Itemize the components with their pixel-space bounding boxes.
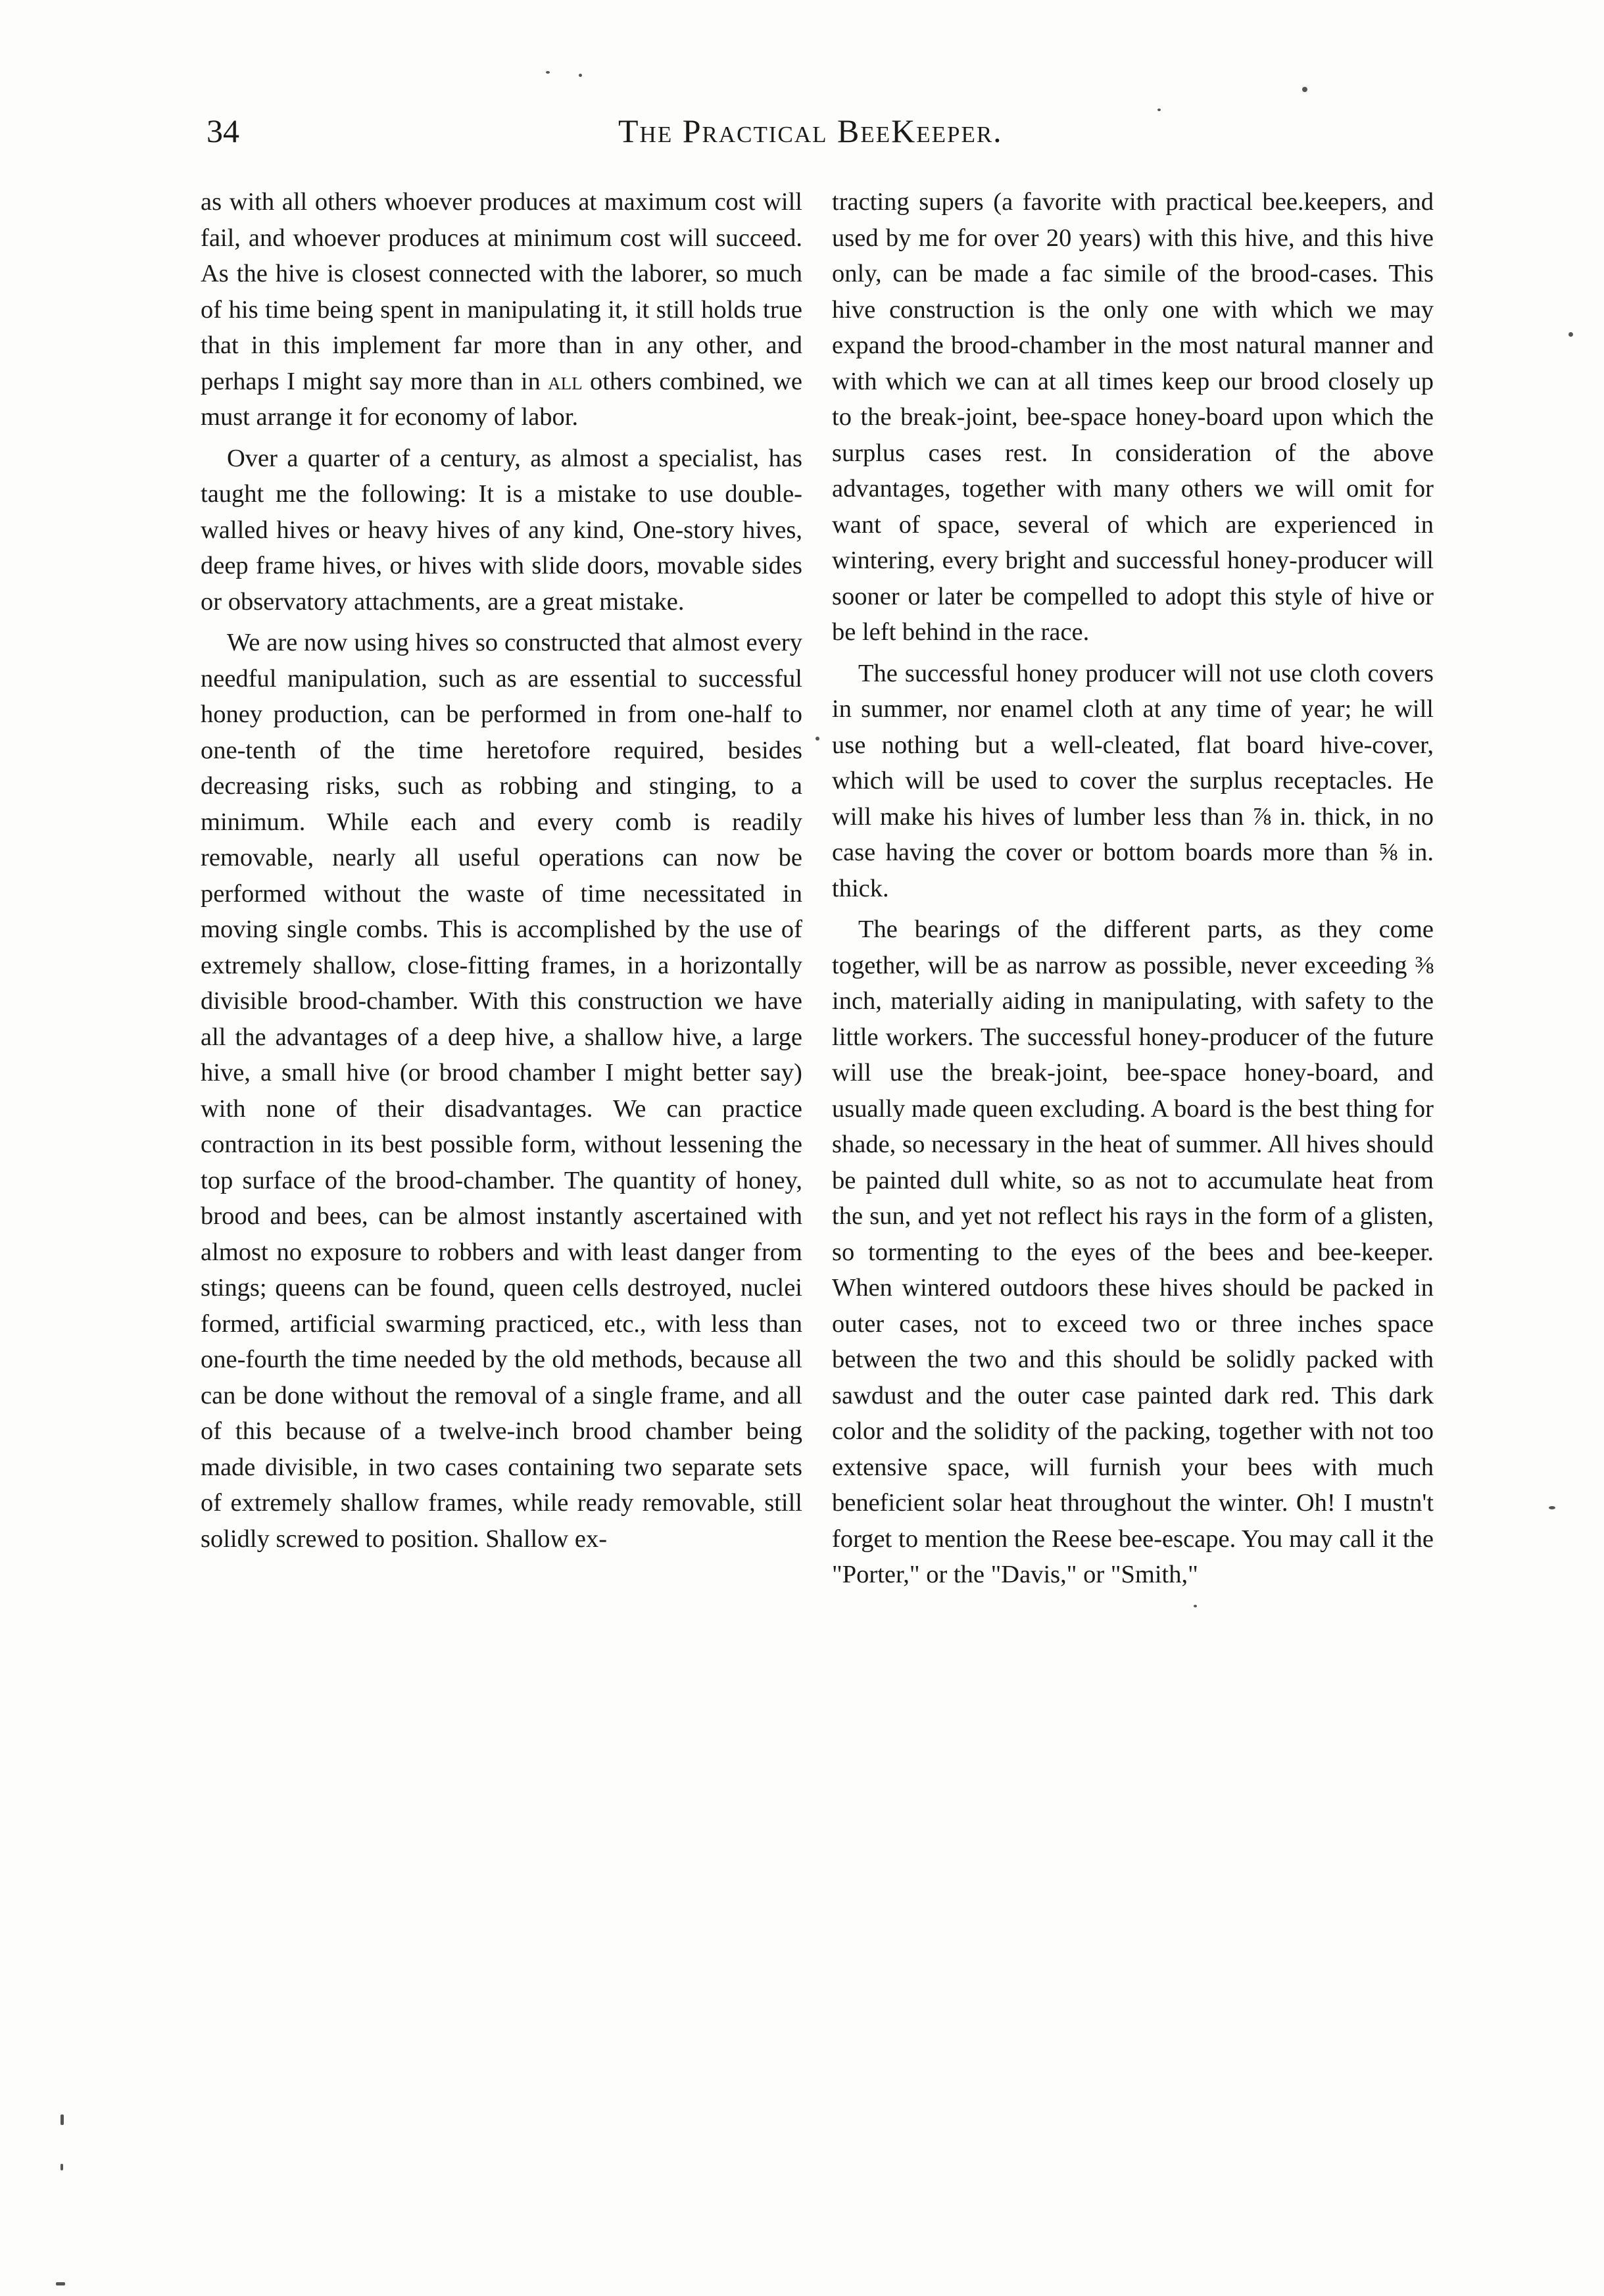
left-paragraph-1-text: as with all others whoever produces at maximum cost will fail, and whoever produces at minimum cost will succeed. As the hive is closest connected with the laborer, so much of his time being spent in manipulating it, it still holds true that in this implement far more than in any other, and perhaps I might say more than in bbox=[201, 188, 802, 395]
scan-speck bbox=[1568, 332, 1573, 337]
running-title: The Practical BeeKeeper. bbox=[618, 112, 1003, 149]
scan-speck bbox=[815, 737, 819, 741]
right-paragraph-1: tracting supers (a favorite with practical bee.keepers, and used by me for over 20 years) with this hive, and this hive only, can be made a fac simile of the brood-cases. This hive construction is the only one with which we may expand the brood-chamber in the most natural manner and with which we can at all times keep our brood closely up to the break-joint, bee-space honey-board upon which the surplus cases rest. In consideration of the above advantages, together with many others we will omit for want of space, several of which are experienced in wintering, every bright and successful honey-producer will sooner or later be compelled to adopt this style of hive or be left behind in the race. bbox=[832, 188, 1434, 646]
right-paragraph-3: The bearings of the different parts, as they come together, will be as narrow as possible, never exceeding ⅜ inch, materially aiding in manipulating, with safety to the little workers. The successful honey-producer of the future will use the break-joint, bee-space honey-board, and usually made queen excluding. A board is the best thing for shade, so necessary in the heat of summer. All hives should be painted dull white, so as not to accumulate heat from the sun, and yet not reflect his rays in the form of a glisten, so tormenting to the eyes of the bees and bee-keeper. When wintered outdoors these hives should be packed in outer cases, not to exceed two or three inches space between the two and this should be solidly packed with sawdust and the outer case painted dark red. This dark color and the solidity of the packing, together with not too extensive space, will furnish your bees with much beneficient solar heat throughout the winter. Oh! I mustn't forget to mention the Reese bee-escape. You may call it the "Porter," or the "Davis," or "Smith," bbox=[832, 916, 1434, 1588]
scan-speck bbox=[1302, 87, 1307, 92]
left-paragraph-1-tail: others combined, we must arrange it for economy of labor. bbox=[201, 367, 802, 431]
left-paragraph-1 bbox=[201, 184, 802, 435]
scan-speck bbox=[56, 2282, 65, 2285]
scan-speck bbox=[1157, 109, 1161, 111]
scan-speck bbox=[1194, 1605, 1197, 1607]
left-paragraph-3: We are now using hives so constructed that almost every needful manipulation, such as are essential to successful honey production, can be performed in from one-half to one-tenth of the time heretofore required, besides decreasing risks, such as robbing and stinging, to a minimum. While each and every comb is readily removable, nearly all useful operations can now be performed without the waste of time necessitated in moving single combs. This is accomplished by the use of extremely shallow, close-fitting frames, in a horizontally divisible brood-chamber. With this construction we have all the advantages of a deep hive, a shallow hive, a large hive, a small hive (or brood chamber I might better say) with none of their disadvantages. We can practice contraction in its best possible form, without lessening the top surface of the brood-chamber. The quantity of honey, brood and bees, can be almost instantly ascertained with almost no exposure to robbers and with least danger from stings; queens can be found, queen cells destroyed, nuclei formed, artificial swarming practiced, etc., with less than one-fourth the time needed by the old methods, because all can be done without the removal of a single frame, and all of this because of a twelve-inch brood chamber being made divisible, in two cases containing two separate sets of extremely shallow frames, while ready removable, still solidly screwed to position. Shallow ex- bbox=[201, 629, 802, 1553]
left-column bbox=[201, 184, 802, 1557]
left-paragraph-2: Over a quarter of a century, as almost a specialist, has taught me the following: It is a mistake to use double-walled hives or heavy hives of any kind, One-story hives, deep frame hives, or hives with slide doors, movable sides or observatory attachments, are a great mistake. bbox=[201, 444, 802, 616]
scan-speck bbox=[61, 2164, 63, 2170]
right-column bbox=[832, 184, 1434, 1593]
page-header bbox=[197, 112, 1407, 171]
scan-speck bbox=[546, 71, 550, 74]
page-number: 34 bbox=[207, 112, 239, 149]
scan-speck bbox=[61, 2114, 64, 2125]
right-paragraph-2: The successful honey producer will not use cloth covers in summer, nor enamel cloth at any time of year; he will use nothing but a well-cleated, flat board hive-cover, which will be used to cover the surplus receptacles. He will make his hives of lumber less than ⅞ in. thick, in no case having the cover or bottom boards more than ⅝ in. thick. bbox=[832, 659, 1434, 902]
scan-speck bbox=[579, 74, 582, 77]
scan-speck bbox=[1549, 1506, 1555, 1509]
small-caps-word: all bbox=[548, 367, 583, 395]
